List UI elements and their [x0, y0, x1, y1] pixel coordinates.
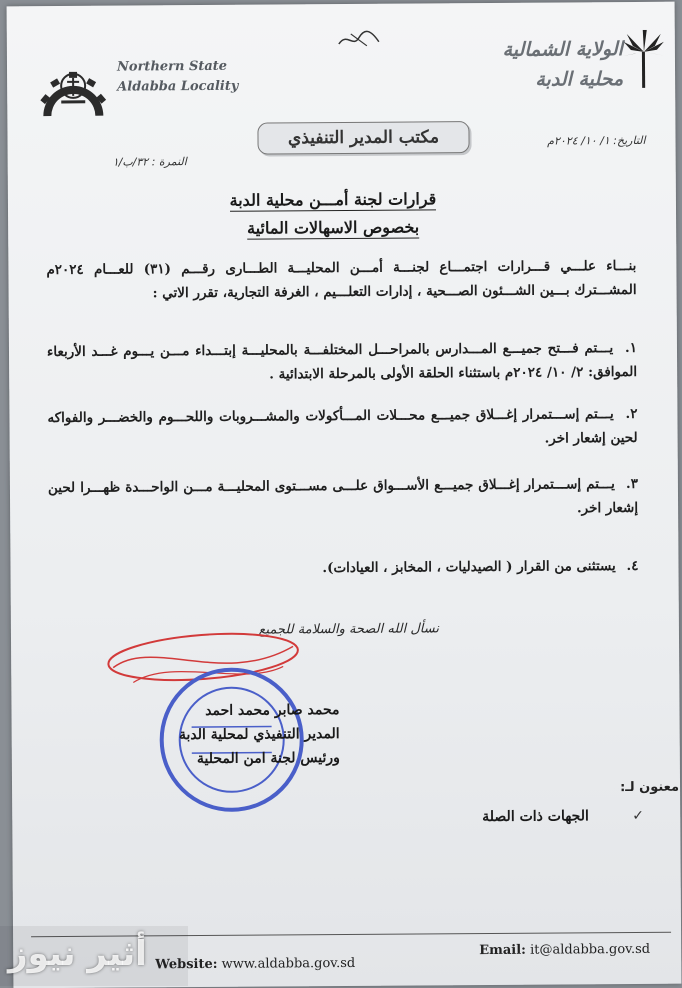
- decision-item-2: [47, 402, 637, 454]
- document-date: التاريخ: ١/ ١٠/ ٢٠٢٤م: [547, 133, 646, 148]
- locality-name-en: Aldabba Locality: [117, 78, 239, 95]
- item-number: ٣.: [625, 475, 638, 493]
- decision-title: قرارات لجنة أمـــن محلية الدبة: [229, 189, 437, 210]
- document-reference: النمرة : ٣٢/ب/١: [112, 155, 187, 169]
- footer-website[interactable]: Website: www.aldabba.gov.sd: [155, 955, 356, 973]
- closing-remark: نسأل الله الصحة والسلامة للجميع: [258, 621, 439, 638]
- watermark-logo: أثير نيوز: [8, 934, 147, 974]
- decision-item-4: [48, 554, 638, 582]
- palm-tree-icon: [621, 30, 667, 90]
- item-number: ٤.: [626, 557, 639, 575]
- footer-email[interactable]: Email: it@aldabba.gov.sd: [479, 941, 651, 959]
- locality-logo-icon: [37, 52, 109, 121]
- office-title-box: مكتب المدير التنفيذي: [257, 121, 469, 154]
- distribution-recipient: الجهات ذات الصلة: [482, 808, 589, 826]
- distribution-label: معنون لـ:: [619, 779, 680, 796]
- header-arabic: [502, 34, 623, 95]
- header-english: [117, 57, 239, 98]
- item-number: ١.: [624, 339, 638, 357]
- item-text: يـــتم إســـتمرار إغـــلاق جميـــع محـــلات المـــأكولات والمشـــروبات واللحـــوم والخضـــر والفواكه لحين إشعار اخر.: [47, 406, 638, 447]
- item-text: يستثنى من القرار ( الصيدليات ، المخابز ، العيادات).: [322, 558, 616, 577]
- decision-item-3: [48, 472, 638, 524]
- document-page: [7, 2, 682, 988]
- decision-item-1: [47, 336, 637, 388]
- item-text: يـــتم فـــتح جميـــع المـــدارس بالمراحـــل المختلفـــة بالمحليـــة إبتـــداء مـــن يـــوم غـــد الأربعاء الموافق: ٢/ ١٠/ ٢٠٢٤م باستثناء الحلقة الأولى بالمرحلة الابتدائية .: [46, 340, 638, 383]
- signer-role: المدير التنفيذي لمحلية الدبة: [178, 726, 340, 744]
- signer-name: محمد صابر محمد احمد: [205, 702, 340, 719]
- signer-block: [179, 698, 340, 771]
- state-name-en: Northern State: [116, 58, 228, 75]
- signature-scribble-icon: [337, 28, 381, 50]
- state-name-ar: الولاية الشمالية: [502, 38, 623, 61]
- item-text: يـــتم إســـتمرار إغـــلاق جميـــع الأســـواق علـــى مســـتوى المحليـــة مـــن الواحـــدة ظهـــرا لحين إشعار اخر.: [47, 476, 639, 517]
- signer-role-2: ورئيس لجنة امن المحلية: [196, 750, 340, 768]
- locality-name-ar: محلية الدبة: [535, 68, 624, 91]
- item-number: ٢.: [625, 405, 638, 423]
- decision-subtitle: بخصوص الاسهالات المائية: [247, 217, 420, 238]
- intro-paragraph: بنـــاء علـــي قـــرارات اجتمـــاع لجنـــة أمـــن المحليـــة الطـــارى رقـــم (٣١) للعـــام ٢٠٢٤م المشـــترك بـــين الشـــئون الصـــحية ، إدارات التعلـــيم ، الغرفة التجارية، تقرر الاتي :: [46, 257, 637, 302]
- checkmark-icon: ✓: [632, 807, 645, 824]
